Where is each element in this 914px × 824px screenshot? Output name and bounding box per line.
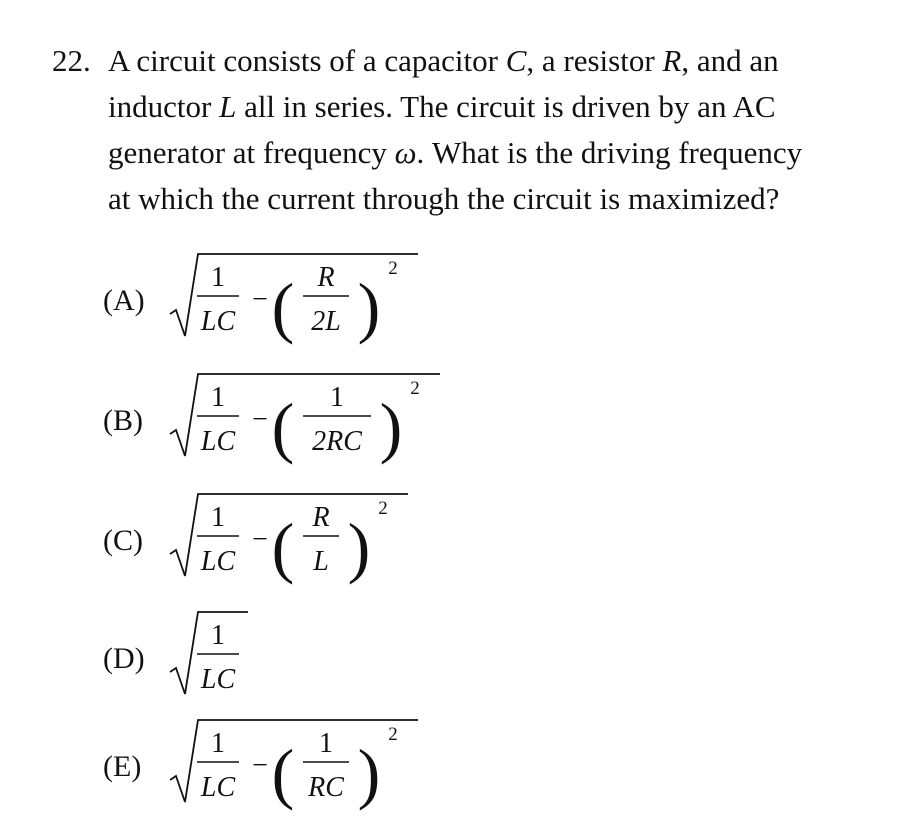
right-parenthesis: ) (357, 735, 381, 811)
exponent: 2 (388, 258, 398, 279)
minus-sign: − (252, 524, 268, 555)
fraction-denominator: L (313, 546, 329, 577)
answer-choice[interactable] (0, 606, 914, 716)
question (52, 38, 892, 222)
minus-sign: − (252, 404, 268, 435)
fraction-numerator: 1 (211, 382, 225, 413)
fraction-numerator: 1 (211, 502, 225, 533)
choice-label: (E) (103, 750, 142, 783)
question-line (108, 84, 892, 130)
left-parenthesis: ( (271, 269, 295, 345)
minus-sign: − (252, 284, 268, 315)
question-line (108, 38, 892, 84)
answer-choice[interactable] (0, 368, 914, 478)
answer-choice[interactable] (0, 714, 914, 824)
fraction-numerator: R (312, 502, 330, 533)
fraction-denominator: 2RC (312, 426, 362, 457)
left-parenthesis: ( (271, 735, 295, 811)
choice-label: (B) (103, 404, 143, 437)
question-text-segment: all in series. The circuit is driven by an AC (236, 89, 776, 124)
fraction-numerator: 1 (211, 728, 225, 759)
fraction-denominator: RC (308, 772, 344, 803)
fraction-numerator: 1 (211, 620, 225, 651)
exponent: 2 (410, 378, 420, 399)
choice-expression (168, 488, 418, 588)
choice-expression (168, 606, 258, 706)
answer-choice[interactable] (0, 488, 914, 598)
choice-label: (C) (103, 524, 143, 557)
fraction-numerator: 1 (211, 262, 225, 293)
question-text-segment: generator at frequency (108, 135, 395, 170)
minus-sign: − (252, 750, 268, 781)
right-parenthesis: ) (379, 389, 403, 465)
choice-expression (168, 368, 450, 468)
fraction-denominator: LC (200, 546, 236, 577)
question-text-segment: ω (394, 135, 417, 170)
right-parenthesis: ) (347, 509, 371, 585)
fraction-denominator: 2L (311, 306, 341, 337)
question-text-segment: , a resistor (526, 43, 663, 78)
choice-label: (A) (103, 284, 145, 317)
question-text-segment: L (219, 89, 237, 124)
fraction-denominator: LC (200, 306, 236, 337)
fraction-denominator: LC (200, 772, 236, 803)
choice-expression (168, 714, 428, 814)
choice-label: (D) (103, 642, 145, 675)
question-line (108, 130, 892, 176)
fraction-denominator: LC (200, 426, 236, 457)
question-text (108, 38, 892, 222)
fraction-denominator: LC (200, 664, 236, 695)
fraction-numerator: 1 (330, 382, 344, 413)
fraction-numerator: R (317, 262, 335, 293)
choice-expression (168, 248, 428, 348)
fraction-numerator: 1 (319, 728, 333, 759)
question-text-segment: A circuit consists of a capacitor (108, 43, 506, 78)
question-text-segment: inductor (108, 89, 220, 124)
question-text-segment: C (505, 43, 527, 78)
question-number: 22. (52, 43, 91, 78)
right-parenthesis: ) (357, 269, 381, 345)
answer-choice[interactable] (0, 248, 914, 358)
question-text-segment: R (662, 43, 682, 78)
left-parenthesis: ( (271, 509, 295, 585)
question-text-segment: , and an (681, 43, 779, 78)
exponent: 2 (388, 724, 398, 745)
question-text-segment: . What is the driving frequency (416, 135, 803, 170)
question-line (108, 176, 892, 222)
exponent: 2 (378, 498, 388, 519)
left-parenthesis: ( (271, 389, 295, 465)
question-text-segment: at which the current through the circuit is maximized? (108, 181, 780, 216)
